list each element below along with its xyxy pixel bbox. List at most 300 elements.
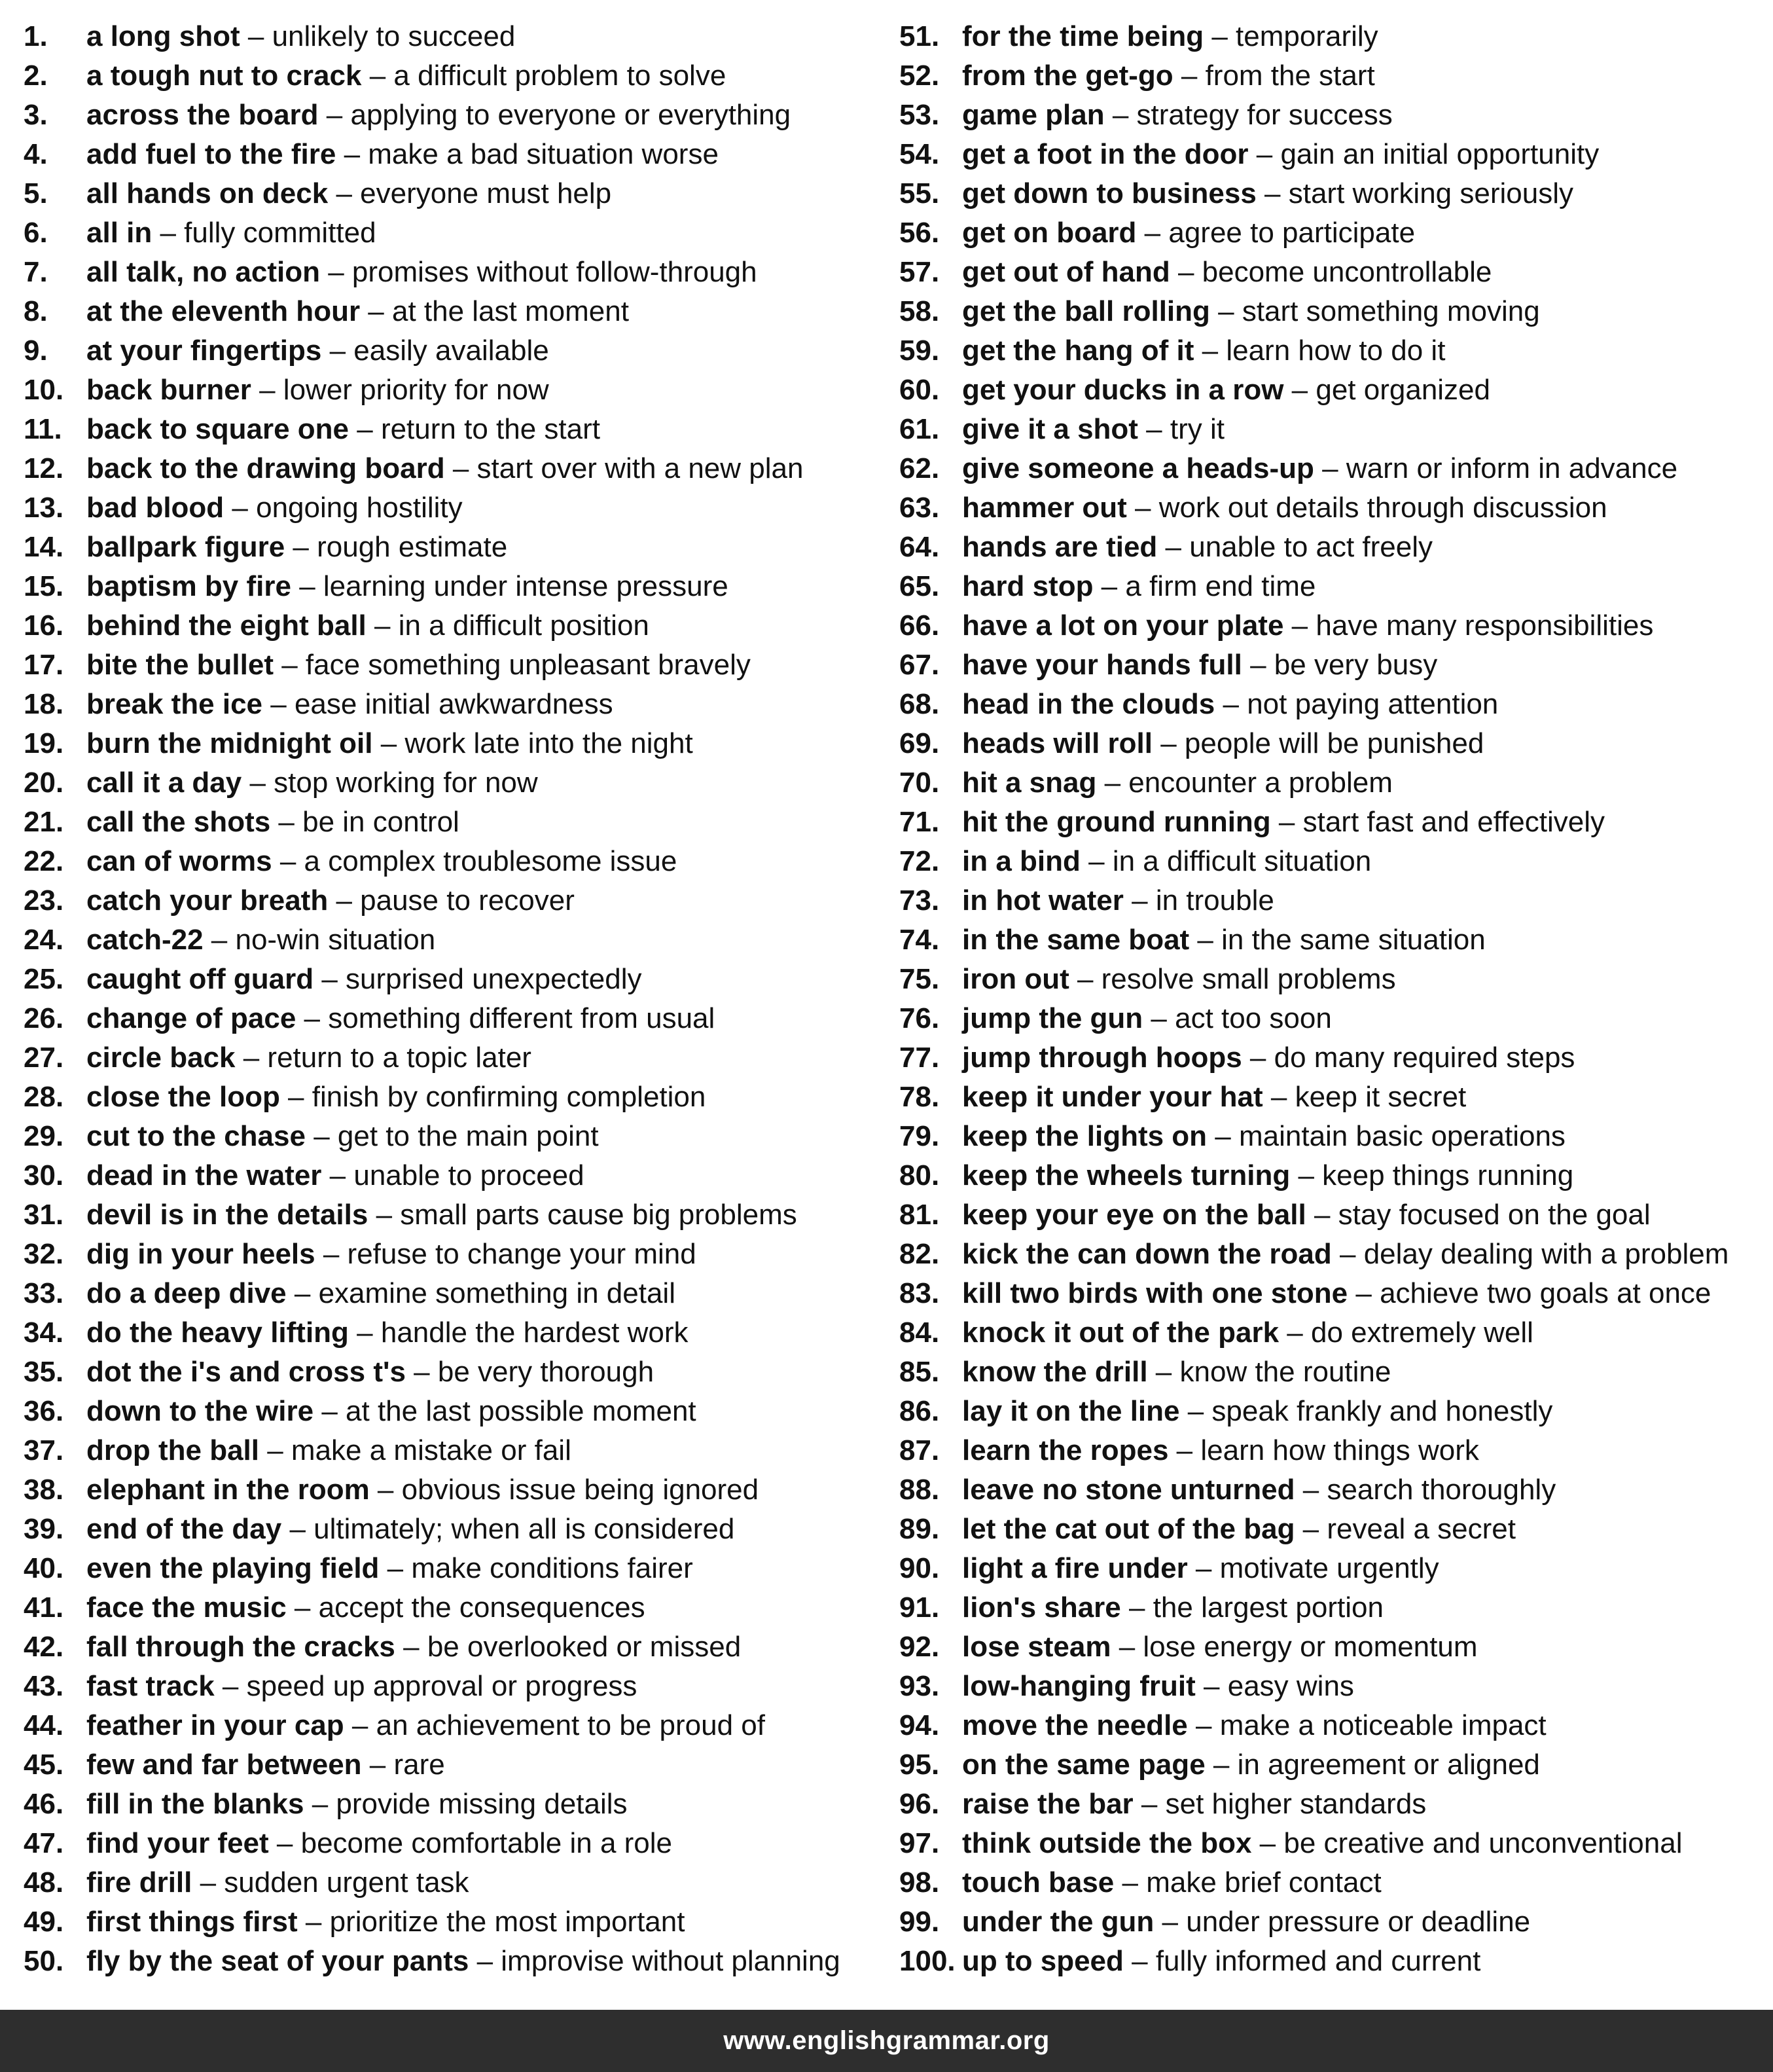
idiom-number: 83. — [899, 1277, 940, 1309]
idiom-number: 7. — [24, 256, 48, 288]
idiom-number: 9. — [24, 335, 48, 367]
idiom-meaning: applying to everyone or everything — [350, 99, 791, 131]
idiom-row — [899, 96, 1763, 135]
idiom-meaning: learn how to do it — [1226, 335, 1446, 367]
idiom-meaning: return to a topic later — [267, 1042, 531, 1074]
idiom-row — [899, 1745, 1763, 1785]
idiom-row — [24, 1156, 887, 1195]
idiom-meaning: do extremely well — [1310, 1317, 1533, 1349]
idiom-number: 13. — [24, 492, 64, 524]
idiom-meaning: lower priority for now — [283, 374, 549, 406]
idiom-meaning: from the start — [1205, 60, 1375, 92]
idiom-meaning: resolve small problems — [1101, 963, 1396, 995]
idiom-meaning: fully committed — [184, 217, 376, 249]
dash-separator: – — [1170, 256, 1202, 288]
idiom-phrase: keep your eye on the ball — [962, 1199, 1306, 1231]
dash-separator: – — [1242, 649, 1274, 681]
dash-separator: – — [192, 1866, 224, 1899]
idiom-meaning: work out details through discussion — [1158, 492, 1607, 524]
idiom-row — [24, 1117, 887, 1156]
idiom-number: 66. — [899, 609, 940, 642]
idiom-number: 36. — [24, 1395, 64, 1427]
dash-separator: – — [272, 845, 304, 877]
idiom-phrase: jump through hoops — [962, 1042, 1242, 1074]
dash-separator: – — [361, 1749, 394, 1781]
idiom-meaning: do many required steps — [1274, 1042, 1575, 1074]
dash-separator: – — [360, 295, 392, 327]
idiom-row — [24, 410, 887, 449]
idiom-phrase: circle back — [86, 1042, 236, 1074]
idiom-number: 82. — [899, 1238, 940, 1270]
idiom-row — [24, 606, 887, 645]
idiom-meaning: keep it secret — [1295, 1081, 1467, 1113]
idiom-row — [899, 410, 1763, 449]
idiom-row — [24, 174, 887, 213]
idiom-meaning: small parts cause big problems — [400, 1199, 797, 1231]
idiom-phrase: all hands on deck — [86, 177, 329, 209]
idiom-phrase: devil is in the details — [86, 1199, 368, 1231]
idiom-row — [899, 331, 1763, 371]
idiom-row — [24, 1274, 887, 1313]
dash-separator: – — [1136, 217, 1169, 249]
idiom-number: 100. — [899, 1945, 956, 1977]
idiom-row — [24, 645, 887, 685]
idiom-row — [24, 1195, 887, 1235]
idiom-meaning: prioritize the most important — [329, 1906, 685, 1938]
idiom-meaning: unable to act freely — [1189, 531, 1433, 563]
idiom-number: 17. — [24, 649, 64, 681]
idiom-number: 67. — [899, 649, 940, 681]
idiom-row — [24, 1431, 887, 1470]
idiom-row — [24, 1706, 887, 1745]
idiom-meaning: unlikely to succeed — [272, 20, 516, 52]
idiom-phrase: under the gun — [962, 1906, 1155, 1938]
idiom-number: 8. — [24, 295, 48, 327]
idiom-row — [899, 1392, 1763, 1431]
idiom-meaning: make conditions fairer — [411, 1552, 693, 1584]
idiom-row — [24, 1353, 887, 1392]
idiom-phrase: fill in the blanks — [86, 1788, 304, 1820]
dash-separator: – — [1205, 1749, 1238, 1781]
dash-separator: – — [224, 492, 257, 524]
idiom-meaning: accept the consequences — [318, 1591, 645, 1624]
idiom-meaning: everyone must help — [360, 177, 612, 209]
idiom-number: 29. — [24, 1120, 64, 1152]
idiom-number: 73. — [899, 884, 940, 917]
idiom-number: 44. — [24, 1709, 64, 1741]
idiom-row — [899, 1588, 1763, 1627]
dash-separator: – — [240, 20, 272, 52]
idiom-meaning: learn how things work — [1200, 1434, 1479, 1466]
idiom-meaning: make a mistake or fail — [291, 1434, 571, 1466]
idiom-meaning: delay dealing with a problem — [1363, 1238, 1729, 1270]
dash-separator: – — [1111, 1631, 1143, 1663]
dash-separator: – — [286, 1277, 319, 1309]
idiom-phrase: knock it out of the park — [962, 1317, 1280, 1349]
idiom-row — [24, 1038, 887, 1078]
idiom-row — [24, 1588, 887, 1627]
dash-separator: – — [1207, 1120, 1239, 1152]
idiom-number: 93. — [899, 1670, 940, 1702]
idiom-meaning: be in control — [302, 806, 459, 838]
idiom-meaning: be creative and unconventional — [1283, 1827, 1683, 1859]
dash-separator: – — [1195, 1670, 1228, 1702]
idiom-row — [899, 1470, 1763, 1510]
idiom-number: 54. — [899, 138, 940, 170]
idiom-meaning: handle the hardest work — [380, 1317, 689, 1349]
idiom-number: 68. — [899, 688, 940, 720]
idiom-meaning: easy wins — [1227, 1670, 1354, 1702]
idiom-row — [899, 528, 1763, 567]
idiom-row — [899, 1510, 1763, 1549]
dash-separator: – — [369, 1474, 402, 1506]
idiom-phrase: think outside the box — [962, 1827, 1252, 1859]
idiom-row — [899, 999, 1763, 1038]
idiom-meaning: improvise without planning — [501, 1945, 840, 1977]
dash-separator: – — [279, 1081, 312, 1113]
idiom-meaning: sudden urgent task — [224, 1866, 469, 1899]
idiom-number: 30. — [24, 1159, 64, 1191]
idiom-meaning: start fast and effectively — [1302, 806, 1605, 838]
dash-separator: – — [1123, 1945, 1156, 1977]
idiom-number: 78. — [899, 1081, 940, 1113]
idiom-row — [899, 1431, 1763, 1470]
dash-separator: – — [1080, 845, 1113, 877]
idiom-number: 21. — [24, 806, 64, 838]
idiom-row — [24, 292, 887, 331]
idiom-row — [899, 1942, 1763, 1981]
idiom-phrase: light a fire under — [962, 1552, 1188, 1584]
idiom-row — [899, 606, 1763, 645]
dash-separator: – — [262, 688, 295, 720]
idiom-number: 26. — [24, 1002, 64, 1034]
idiom-number: 99. — [899, 1906, 940, 1938]
idiom-phrase: in hot water — [962, 884, 1124, 917]
idiom-meaning: reveal a secret — [1327, 1513, 1516, 1545]
idiom-meaning: under pressure or deadline — [1186, 1906, 1531, 1938]
idiom-number: 42. — [24, 1631, 64, 1663]
idiom-number: 75. — [899, 963, 940, 995]
idiom-phrase: back to the drawing board — [86, 452, 445, 484]
idiom-row — [24, 999, 887, 1038]
dash-separator: – — [1154, 1906, 1187, 1938]
dash-separator: – — [274, 649, 306, 681]
idiom-phrase: game plan — [962, 99, 1105, 131]
idiom-phrase: across the board — [86, 99, 319, 131]
idiom-phrase: hard stop — [962, 570, 1094, 602]
dash-separator: – — [336, 138, 368, 170]
idiom-row — [24, 1627, 887, 1667]
idiom-phrase: fire drill — [86, 1866, 192, 1899]
dash-separator: – — [313, 1395, 346, 1427]
idiom-phrase: back burner — [86, 374, 251, 406]
idiom-row — [899, 803, 1763, 842]
idiom-meaning: fully informed and current — [1155, 1945, 1481, 1977]
idiom-row — [24, 1942, 887, 1981]
idiom-number: 3. — [24, 99, 48, 131]
idiom-phrase: get on board — [962, 217, 1137, 249]
idiom-row — [899, 1078, 1763, 1117]
idiom-number: 48. — [24, 1866, 64, 1899]
dash-separator: – — [1137, 413, 1170, 445]
idiom-number: 72. — [899, 845, 940, 877]
idiom-meaning: provide missing details — [336, 1788, 628, 1820]
dash-separator: – — [1215, 688, 1247, 720]
idiom-row — [899, 1627, 1763, 1667]
dash-separator: – — [291, 570, 323, 602]
idiom-row — [24, 17, 887, 56]
idiom-number: 5. — [24, 177, 48, 209]
idiom-phrase: give it a shot — [962, 413, 1138, 445]
idiom-number: 87. — [899, 1434, 940, 1466]
dash-separator: – — [1173, 60, 1206, 92]
dash-separator: – — [1242, 1042, 1274, 1074]
idiom-meaning: make a noticeable impact — [1219, 1709, 1547, 1741]
dash-separator: – — [296, 1002, 329, 1034]
idiom-meaning: ongoing hostility — [256, 492, 463, 524]
dash-separator: – — [1069, 963, 1101, 995]
idiom-meaning: motivate urgently — [1219, 1552, 1439, 1584]
idiom-number: 34. — [24, 1317, 64, 1349]
idiom-number: 49. — [24, 1906, 64, 1938]
idiom-number: 81. — [899, 1199, 940, 1231]
idiom-row — [24, 1863, 887, 1902]
dash-separator: – — [305, 1120, 338, 1152]
idiom-number: 31. — [24, 1199, 64, 1231]
idiom-meaning: search thoroughly — [1327, 1474, 1556, 1506]
dash-separator: – — [1279, 1317, 1311, 1349]
dash-separator: – — [1331, 1238, 1364, 1270]
idiom-phrase: at the eleventh hour — [86, 295, 361, 327]
idiom-number: 25. — [24, 963, 64, 995]
idiom-row — [24, 135, 887, 174]
idiom-meaning: at the last moment — [392, 295, 629, 327]
idiom-phrase: all in — [86, 217, 152, 249]
idiom-meaning: something different from usual — [328, 1002, 715, 1034]
idiom-phrase: on the same page — [962, 1749, 1206, 1781]
idiom-phrase: cut to the chase — [86, 1120, 306, 1152]
idiom-phrase: caught off guard — [86, 963, 314, 995]
idiom-number: 2. — [24, 60, 48, 92]
idiom-row — [899, 1824, 1763, 1863]
idiom-number: 94. — [899, 1709, 940, 1741]
dash-separator: – — [1194, 335, 1227, 367]
dash-separator: – — [1204, 20, 1236, 52]
idiom-row — [899, 135, 1763, 174]
idiom-meaning: obvious issue being ignored — [401, 1474, 759, 1506]
idiom-phrase: hands are tied — [962, 531, 1158, 563]
idiom-phrase: bad blood — [86, 492, 224, 524]
idiom-meaning: the largest portion — [1153, 1591, 1384, 1624]
idiom-meaning: try it — [1170, 413, 1225, 445]
idiom-number: 74. — [899, 924, 940, 956]
idiom-meaning: lose energy or momentum — [1143, 1631, 1478, 1663]
idiom-phrase: behind the eight ball — [86, 609, 367, 642]
idiom-phrase: few and far between — [86, 1749, 362, 1781]
idiom-number: 53. — [899, 99, 940, 131]
idiom-number: 69. — [899, 727, 940, 759]
idiom-phrase: burn the midnight oil — [86, 727, 373, 759]
idiom-number: 32. — [24, 1238, 64, 1270]
idiom-phrase: touch base — [962, 1866, 1115, 1899]
dash-separator: – — [315, 1238, 348, 1270]
idiom-row — [24, 724, 887, 763]
idiom-phrase: lay it on the line — [962, 1395, 1180, 1427]
idiom-phrase: feather in your cap — [86, 1709, 344, 1741]
idiom-row — [899, 960, 1763, 999]
idiom-meaning: refuse to change your mind — [347, 1238, 696, 1270]
idiom-number: 63. — [899, 492, 940, 524]
idiom-number: 71. — [899, 806, 940, 838]
website-url[interactable]: www.englishgrammar.org — [723, 2026, 1050, 2055]
idiom-phrase: down to the wire — [86, 1395, 314, 1427]
idiom-number: 16. — [24, 609, 64, 642]
idiom-number: 4. — [24, 138, 48, 170]
idiom-meaning: surprised unexpectedly — [346, 963, 642, 995]
idiom-row — [24, 371, 887, 410]
idiom-meaning: learning under intense pressure — [323, 570, 728, 602]
dash-separator: – — [1295, 1513, 1327, 1545]
idiom-number: 12. — [24, 452, 64, 484]
dash-separator: – — [1147, 1356, 1180, 1388]
idiom-number: 86. — [899, 1395, 940, 1427]
idiom-phrase: all talk, no action — [86, 256, 320, 288]
idiom-row — [24, 488, 887, 528]
dash-separator: – — [1096, 767, 1129, 799]
idiom-number: 43. — [24, 1670, 64, 1702]
idiom-phrase: drop the ball — [86, 1434, 259, 1466]
idiom-phrase: baptism by fire — [86, 570, 291, 602]
idiom-meaning: set higher standards — [1165, 1788, 1427, 1820]
dash-separator: – — [1290, 1159, 1323, 1191]
idiom-number: 92. — [899, 1631, 940, 1663]
idiom-phrase: close the loop — [86, 1081, 280, 1113]
idiom-row — [24, 567, 887, 606]
dash-separator: – — [379, 1552, 412, 1584]
idiom-row — [899, 174, 1763, 213]
idiom-number: 23. — [24, 884, 64, 917]
idiom-row — [24, 449, 887, 488]
idiom-phrase: dead in the water — [86, 1159, 322, 1191]
idiom-number: 38. — [24, 1474, 64, 1506]
idiom-row — [24, 1078, 887, 1117]
idiom-phrase: get your ducks in a row — [962, 374, 1284, 406]
idiom-number: 55. — [899, 177, 940, 209]
idiom-number: 58. — [899, 295, 940, 327]
idiom-row — [899, 488, 1763, 528]
dash-separator: – — [313, 963, 346, 995]
idiom-phrase: back to square one — [86, 413, 349, 445]
idiom-meaning: be very thorough — [437, 1356, 654, 1388]
idiom-number: 39. — [24, 1513, 64, 1545]
idiom-phrase: from the get-go — [962, 60, 1173, 92]
idiom-phrase: jump the gun — [962, 1002, 1143, 1034]
idiom-phrase: know the drill — [962, 1356, 1148, 1388]
idiom-row — [899, 292, 1763, 331]
idiom-meaning: rough estimate — [317, 531, 508, 563]
idiom-number: 46. — [24, 1788, 64, 1820]
idiom-meaning: in agreement or aligned — [1237, 1749, 1540, 1781]
dash-separator: – — [1348, 1277, 1380, 1309]
dash-separator: – — [405, 1356, 438, 1388]
idiom-meaning: start over with a new plan — [476, 452, 804, 484]
idiom-meaning: speak frankly and honestly — [1211, 1395, 1553, 1427]
idiom-number: 80. — [899, 1159, 940, 1191]
idiom-row — [24, 528, 887, 567]
idiom-meaning: in a difficult situation — [1112, 845, 1372, 877]
idiom-phrase: dig in your heels — [86, 1238, 315, 1270]
idiom-phrase: move the needle — [962, 1709, 1188, 1741]
idiom-number: 51. — [899, 20, 940, 52]
idiom-meaning: return to the start — [380, 413, 600, 445]
idiom-number: 88. — [899, 1474, 940, 1506]
idiom-phrase: hammer out — [962, 492, 1127, 524]
idiom-meaning: speed up approval or progress — [246, 1670, 637, 1702]
idiom-phrase: first things first — [86, 1906, 298, 1938]
idiom-phrase: heads will roll — [962, 727, 1153, 759]
idiom-meaning: become uncontrollable — [1202, 256, 1492, 288]
dash-separator: – — [1189, 924, 1222, 956]
dash-separator: – — [1123, 884, 1156, 917]
idiom-row — [899, 567, 1763, 606]
idiom-phrase: let the cat out of the bag — [962, 1513, 1295, 1545]
idiom-phrase: learn the ropes — [962, 1434, 1169, 1466]
idiom-row — [899, 1235, 1763, 1274]
idiom-phrase: call the shots — [86, 806, 271, 838]
dash-separator: – — [1120, 1591, 1153, 1624]
idiom-phrase: leave no stone unturned — [962, 1474, 1295, 1506]
dash-separator: – — [1179, 1395, 1212, 1427]
idiom-row — [899, 1706, 1763, 1745]
idiom-phrase: have a lot on your plate — [962, 609, 1284, 642]
idiom-phrase: elephant in the room — [86, 1474, 370, 1506]
right-column — [899, 17, 1763, 1981]
idiom-meaning: get to the main point — [337, 1120, 599, 1152]
idiom-phrase: lose steam — [962, 1631, 1111, 1663]
dash-separator: – — [372, 727, 405, 759]
idiom-row — [899, 213, 1763, 253]
idiom-row — [24, 763, 887, 803]
idiom-meaning: gain an initial opportunity — [1280, 138, 1600, 170]
idiom-meaning: a firm end time — [1125, 570, 1316, 602]
idiom-number: 22. — [24, 845, 64, 877]
idiom-phrase: get the ball rolling — [962, 295, 1210, 327]
idiom-meaning: easily available — [353, 335, 549, 367]
idiom-phrase: iron out — [962, 963, 1069, 995]
idiom-row — [24, 1745, 887, 1785]
idiom-phrase: get out of hand — [962, 256, 1170, 288]
idiom-phrase: keep it under your hat — [962, 1081, 1263, 1113]
idiom-meaning: in the same situation — [1221, 924, 1486, 956]
dash-separator: – — [286, 1591, 319, 1624]
dash-separator: – — [1093, 570, 1126, 602]
dash-separator: – — [1270, 806, 1303, 838]
idiom-row — [24, 253, 887, 292]
idiom-phrase: lion's share — [962, 1591, 1121, 1624]
idiom-phrase: do a deep dive — [86, 1277, 287, 1309]
idiom-row — [899, 1353, 1763, 1392]
idiom-row — [899, 56, 1763, 96]
idiom-number: 33. — [24, 1277, 64, 1309]
idiom-meaning: pause to recover — [360, 884, 575, 917]
dash-separator: – — [344, 1709, 376, 1741]
idiom-row — [899, 724, 1763, 763]
idiom-row — [899, 685, 1763, 724]
dash-separator: – — [268, 1827, 301, 1859]
idiom-meaning: people will be punished — [1184, 727, 1484, 759]
idiom-row — [899, 1156, 1763, 1195]
idiom-number: 40. — [24, 1552, 64, 1584]
